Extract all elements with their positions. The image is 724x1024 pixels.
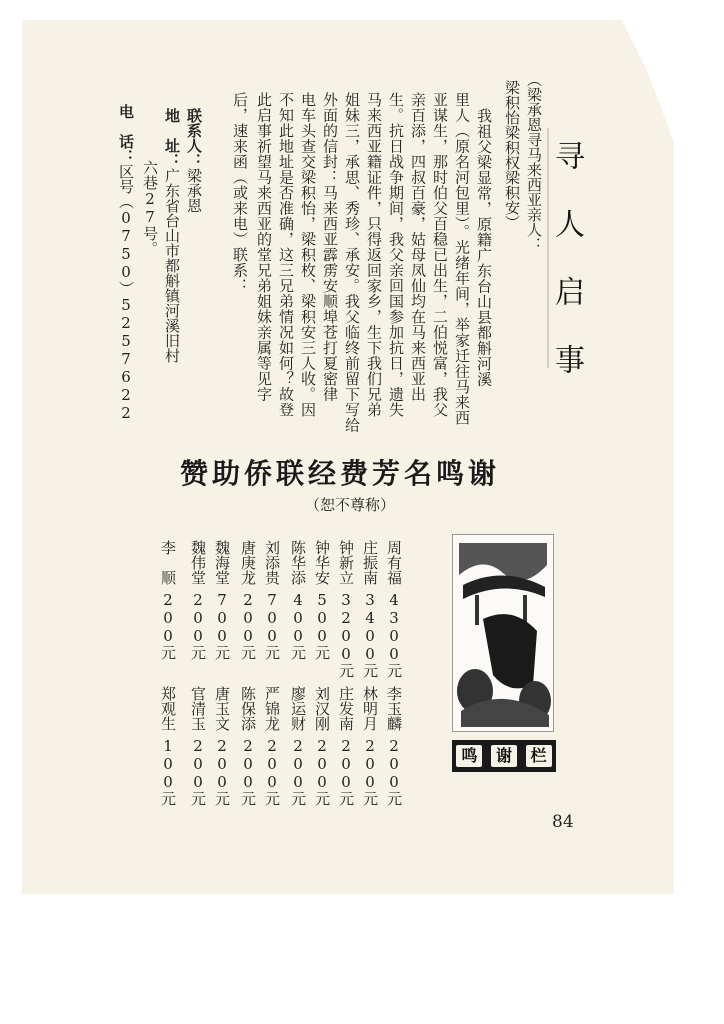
notice-body-column: 不知此地址是否准确，这三兄弟情况如何？故登	[277, 92, 295, 418]
donor-entry	[338, 540, 353, 678]
donor-name: 庄发南	[337, 686, 355, 731]
donor-name: 陈华添	[289, 540, 307, 585]
donor-entry	[386, 540, 401, 678]
donor-entry	[240, 686, 255, 806]
donor-entry	[314, 686, 329, 806]
donor-amount: 200元	[313, 737, 331, 806]
notice-body-column: 后，速来函（或来电）联系：	[231, 92, 249, 294]
donor-name: 李 顺	[159, 540, 177, 585]
donor-amount: 700元	[213, 591, 231, 660]
donor-name: 魏伟堂	[189, 540, 207, 585]
notice-body-column: 马来西亚籍证件，只得返回家乡，生下我们兄弟	[365, 92, 383, 418]
donor-entry	[362, 540, 377, 678]
donor-entry	[240, 540, 255, 660]
donor-amount: 200元	[239, 591, 257, 660]
donor-amount: 200元	[213, 737, 231, 806]
donor-name: 唐玉文	[213, 686, 231, 731]
contact-address-label: 地 址：	[163, 108, 181, 168]
notice-body-column: 电车头查交梁积怡，梁积枚、梁积安三人收。因	[299, 92, 317, 418]
donor-entry	[214, 540, 229, 660]
donor-name: 魏海堂	[213, 540, 231, 585]
donor-amount: 3400元	[361, 591, 379, 678]
donor-entry	[160, 540, 175, 660]
donor-amount: 700元	[263, 591, 281, 660]
donor-amount: 3200元	[337, 591, 355, 678]
page-number: 84	[552, 812, 574, 832]
donor-entry	[160, 686, 175, 806]
contact-address	[164, 108, 179, 363]
notice-title: 寻人启事	[549, 140, 584, 412]
notice-body-column: 我祖父梁显常，原籍广东台山县都斛河溪	[475, 108, 493, 387]
contact-phone-value: 区号（0750）5257622	[117, 164, 135, 422]
thanks-subtitle: （恕不尊称）	[304, 496, 395, 514]
donor-entry	[386, 686, 401, 806]
notice-body-column: 生。抗日战争期间，我父亲回国参加抗日，遗失	[387, 92, 405, 418]
donor-amount: 200元	[159, 591, 177, 660]
donor-name: 林明月	[361, 686, 379, 731]
donor-name: 陈保添	[239, 686, 257, 731]
donor-entry	[338, 686, 353, 806]
badge-char: 鸣	[456, 745, 482, 767]
donor-amount: 200元	[189, 591, 207, 660]
donor-amount: 200元	[189, 737, 207, 806]
donor-amount: 4300元	[385, 591, 403, 678]
notice-body-column: 姐妹三，承思、秀珍、承安。我父临终前留下写给	[343, 92, 361, 433]
donor-entry	[314, 540, 329, 660]
donor-entry	[290, 686, 305, 806]
badge-char: 谢	[491, 745, 517, 767]
contact-address-2: 六巷27号。	[141, 160, 159, 256]
donor-amount: 400元	[289, 591, 307, 660]
decorative-illustration	[452, 534, 554, 732]
thanks-column-badge	[452, 740, 556, 772]
donor-amount: 200元	[263, 737, 281, 806]
donor-entry	[264, 540, 279, 660]
contact-address-value: 广东省台山市都斛镇河溪旧村	[163, 168, 181, 363]
notice-subtitle-2: 梁积怡梁积权梁积安）	[503, 80, 521, 230]
donor-name: 钟华安	[313, 540, 331, 585]
notice-subtitle: （梁承恩寻马来西亚亲人：	[525, 72, 543, 252]
donor-amount: 200元	[289, 737, 307, 806]
contact-person-label: 联系人：	[185, 108, 203, 168]
donor-amount: 200元	[361, 737, 379, 806]
notice-body-column: 此启事祈望马来西亚的堂兄弟姐妹亲属等见字	[255, 92, 273, 402]
notice-body-column: 外面的信封：马来西亚霹雳安顺埠苍打夏密律	[321, 92, 339, 402]
donor-name: 李玉麟	[385, 686, 403, 731]
donor-amount: 100元	[159, 737, 177, 806]
donor-entry	[190, 686, 205, 806]
donor-name: 官清玉	[189, 686, 207, 731]
donor-name: 唐庚龙	[239, 540, 257, 585]
contact-phone-label: 电 话：	[117, 104, 135, 164]
donor-amount: 200元	[385, 737, 403, 806]
contact-phone	[118, 104, 133, 422]
notice-body-column: 亲百添，四叔百豪，姑母凤仙均在马来西亚出	[409, 92, 427, 402]
donor-name: 郑观生	[159, 686, 177, 731]
donor-name: 钟新立	[337, 540, 355, 585]
donor-amount: 500元	[313, 591, 331, 660]
donor-name: 周有福	[385, 540, 403, 585]
contact-person-value: 梁承恩	[185, 168, 203, 213]
badge-char: 栏	[526, 745, 552, 767]
donor-entry	[264, 686, 279, 806]
notice-body-column: 里人（原名河包里）。光绪年间，举家迁往马来西	[453, 92, 471, 426]
donor-entry	[190, 540, 205, 660]
donor-name: 刘汉刚	[313, 686, 331, 731]
donor-entry	[214, 686, 229, 806]
donor-entry	[362, 686, 377, 806]
donor-name: 廖运财	[289, 686, 307, 731]
thanks-title: 赞助侨联经费芳名鸣谢	[179, 457, 500, 490]
notice-body-column: 亚谋生，那时伯父百稳已出生，二伯悦富，我父	[431, 92, 449, 418]
donor-name: 刘添贵	[263, 540, 281, 585]
donor-name: 严锦龙	[263, 686, 281, 731]
donor-amount: 200元	[239, 737, 257, 806]
donor-name: 庄振南	[361, 540, 379, 585]
donor-entry	[290, 540, 305, 660]
contact-person	[186, 108, 201, 213]
donor-amount: 200元	[337, 737, 355, 806]
